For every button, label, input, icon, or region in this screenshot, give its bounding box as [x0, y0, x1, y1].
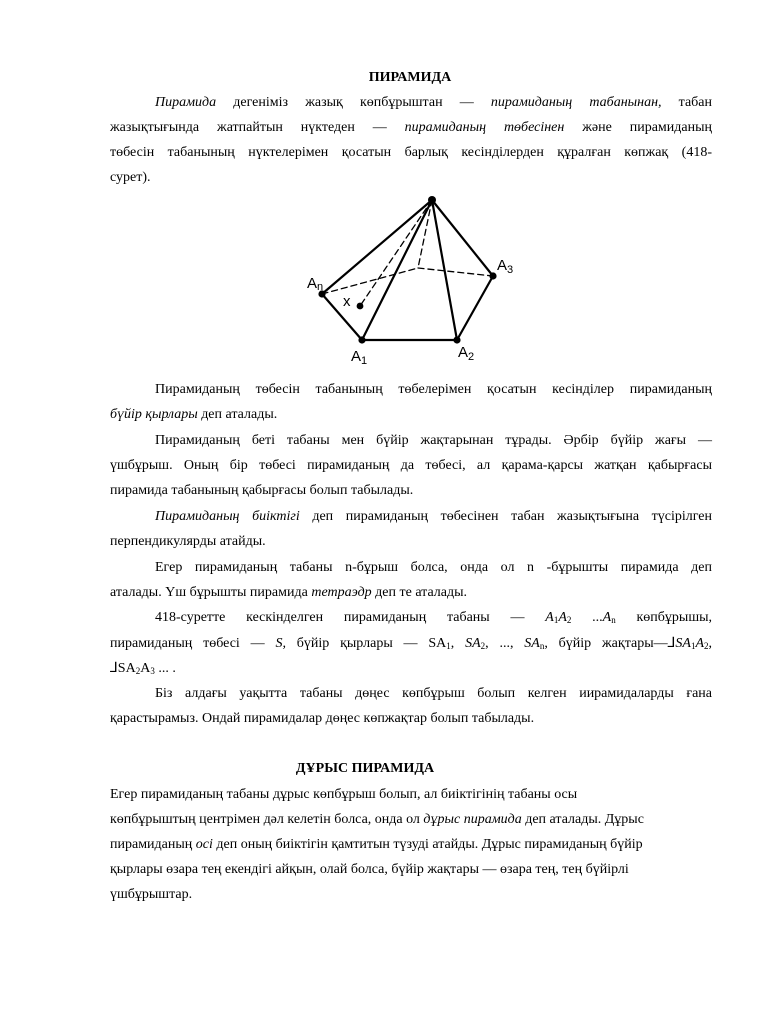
edge-s-a2: [432, 200, 457, 340]
italic-term: A: [558, 610, 567, 625]
text-run: , ...,: [485, 636, 525, 651]
label-a2-subscript: 2: [468, 351, 475, 363]
edge-s-a3: [432, 200, 493, 276]
text-run: Пирамиданың төбесін табанының төбелерімен қосатын кесінділер пирамиданың: [155, 382, 712, 397]
text-line: [155, 428, 712, 453]
text-run: үшбұрыштар.: [110, 887, 193, 902]
text-line: [110, 165, 712, 190]
text-run: деп аталады. Дұрыс: [521, 812, 644, 827]
italic-term: осі: [195, 837, 213, 852]
label-a1-subscript: 1: [361, 355, 368, 367]
text-run: қырлары өзара тең екендігі айқын, олай болса, бүйір жақтары — өзара тең, тең бүйірлі: [110, 862, 629, 877]
text-line: [110, 580, 712, 605]
text-run: 418-суретте кескінделген пирамиданың табаны —: [155, 610, 546, 625]
italic-term: SA: [524, 636, 540, 651]
text-run: ⅃SA: [110, 661, 136, 676]
hidden-base-back-to-a3: [418, 268, 493, 276]
text-line: [155, 605, 712, 630]
point-height-foot: [357, 303, 364, 310]
label-an: [307, 275, 323, 293]
text-run: ,: [450, 636, 466, 651]
text-line: [110, 782, 712, 807]
label-a3: [497, 257, 513, 276]
text-run: аталады. Үш бұрышты пирамида: [110, 585, 312, 600]
subscript: 2: [480, 641, 486, 651]
subscript: 1: [553, 615, 559, 625]
text-line: [110, 453, 712, 478]
text-line: [155, 90, 712, 115]
text-line: [110, 882, 712, 907]
edge-s-a1: [362, 200, 432, 340]
apex-point: [428, 196, 436, 204]
text-run: сурет).: [110, 170, 151, 185]
section-title-regular-pyramid: ДҰРЫС ПИРАМИДА: [295, 761, 435, 776]
text-run: көпбұрышы,: [615, 610, 713, 625]
subscript: 1: [446, 641, 451, 651]
italic-term: пирамиданың табанынан,: [490, 95, 662, 110]
text-run: дегеніміз жазық көпбұрыштан —: [216, 95, 491, 110]
text-run: деп те аталады.: [371, 585, 468, 600]
italic-term: SA: [465, 636, 481, 651]
label-a3-text: A: [497, 257, 508, 274]
point-a1: [358, 336, 365, 343]
label-a3-subscript: 3: [507, 264, 514, 276]
text-line: [110, 115, 712, 140]
italic-term: SA: [675, 636, 691, 651]
section-title-pyramid: ПИРАМИДА: [368, 70, 452, 85]
italic-term: бүйір қырлары: [110, 407, 198, 422]
text-line: [110, 402, 712, 427]
subscript: 3: [150, 666, 155, 676]
text-run: A: [140, 661, 151, 676]
italic-term: Пирамиданың биіктігі: [155, 509, 300, 524]
text-run: пирамиданың: [110, 837, 196, 852]
italic-term: S,: [275, 636, 286, 651]
text-run: пирамиданың төбесі —: [110, 636, 276, 651]
text-line: [110, 857, 712, 882]
italic-term: A: [545, 610, 554, 625]
text-run: және пирамиданың: [564, 120, 713, 135]
text-run: перпендикулярды атайды.: [110, 534, 266, 549]
text-line: [110, 529, 712, 554]
point-a3: [489, 272, 496, 279]
edge-s-an: [322, 200, 432, 294]
text-run: деп пирамиданың төбесінен табан жазықтығына түсірілген: [299, 509, 712, 524]
subscript: 1: [690, 641, 696, 651]
subscript: 2: [135, 666, 141, 676]
text-run: төбесін табанының нүктелерімен қосатын барлық кесінділерден құралған көпжақ (418-: [110, 145, 712, 160]
subscript: n: [539, 641, 545, 651]
text-run: жазықтығында жатпайтын нүктеден —: [110, 120, 405, 135]
text-run: ... .: [154, 661, 176, 676]
text-run: үшбұрыш. Оның бір төбесі пирамиданың да төбесі, ал қарама-қарсы жатқан қабырғасы: [110, 458, 712, 473]
label-a1-text: A: [351, 348, 362, 365]
text-run: көпбұрыштың центрімен дәл келетін болса, онда ол: [110, 812, 424, 827]
label-an-subscript: n: [317, 281, 324, 293]
text-line: [155, 681, 712, 706]
text-run: деп оның биіктігін қамтитын түзуді атайды. Дұрыс пирамиданың бүйір: [212, 837, 643, 852]
text-run: Пирамиданың беті табаны мен бүйір жақтарынан тұрады. Әрбір бүйір жағы —: [155, 433, 712, 448]
text-line: [155, 504, 712, 529]
pyramid-figure: [300, 188, 540, 370]
text-line: [155, 377, 712, 402]
subscript: 2: [704, 641, 709, 651]
label-a2: [458, 344, 474, 363]
italic-term: Пирамида: [155, 95, 217, 110]
text-run: ,: [708, 636, 713, 651]
text-run: Егер пирамиданың табаны n-бұрыш болса, онда ол n -бұрышты пирамида деп: [155, 560, 712, 575]
text-run: деп аталады.: [197, 407, 278, 422]
text-run: , бүйір жақтары—⅃: [544, 636, 676, 651]
italic-term: дұрыс пирамида: [423, 812, 522, 827]
text-run: Егер пирамиданың табаны дұрыс көпбұрыш болып, ал биіктігінің табаны осы: [110, 787, 578, 802]
label-a2-text: A: [458, 344, 469, 361]
italic-term: пирамиданың төбесінен: [404, 120, 565, 135]
text-run: бүйір қырлары — SA: [285, 636, 447, 651]
label-x: x: [343, 293, 351, 310]
italic-term: тетраэдр: [311, 585, 372, 600]
text-run: пирамида табанының қабырғасы болып табылады.: [110, 483, 414, 498]
point-a2: [453, 336, 460, 343]
text-line: [155, 555, 712, 580]
text-run: табан: [661, 95, 712, 110]
text-line: [110, 656, 712, 681]
text-line: [110, 807, 712, 832]
text-line: [110, 832, 712, 857]
label-a1: [351, 348, 367, 367]
text-line: [110, 478, 712, 503]
text-line: [110, 706, 712, 731]
label-an-text: A: [307, 275, 318, 292]
text-run: ...: [571, 610, 603, 625]
italic-term: A: [695, 636, 705, 651]
text-line: [110, 631, 712, 656]
subscript: n: [611, 615, 616, 625]
subscript: 2: [566, 615, 572, 625]
text-run: қарастырамыз. Ондай пирамидалар дөңес көпжақтар болып табылады.: [110, 711, 535, 726]
text-run: Біз алдағы уақытта табаны дөңес көпбұрыш болып келген ииpамидаларды ғана: [155, 686, 712, 701]
text-line: [110, 140, 712, 165]
italic-term: A: [602, 610, 612, 625]
